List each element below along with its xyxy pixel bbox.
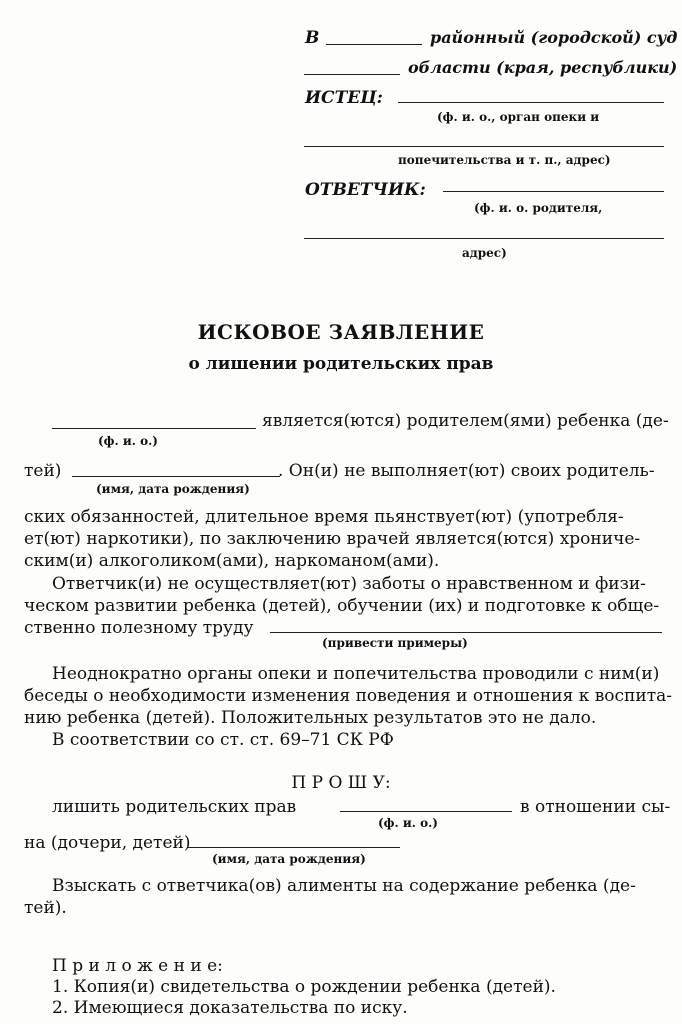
defendant-hint-1: (ф. и. о. родителя, <box>474 201 603 215</box>
region-line: области (края, республики) <box>408 58 678 77</box>
alimony-line1: Взыскать с ответчика(ов) алименты на содержание ребенка (де- <box>52 876 636 896</box>
p2-line1: Ответчик(и) не осуществляет(ют) заботы о нравственном и физи- <box>52 574 646 594</box>
defendant-blank-line <box>443 191 664 192</box>
plaintiff-label: ИСТЕЦ: <box>305 88 383 108</box>
p1-line2-start: тей) <box>24 461 62 481</box>
parent-name-blank <box>52 428 256 429</box>
p1-line2-end: . Он(и) не выполняет(ют) своих родитель- <box>278 461 655 481</box>
document-title: ИСКОВОЕ ЗАЯВЛЕНИЕ <box>197 320 485 344</box>
p3-line1: Неоднократно органы опеки и попечительства проводили с ним(и) <box>52 664 660 684</box>
attachment-item: 1. Копия(и) свидетельства о рождении ребенка (детей). <box>52 977 556 997</box>
p2-line3: ственно полезному труду <box>24 618 254 638</box>
examples-blank <box>270 632 662 633</box>
p2-hint: (привести примеры) <box>322 636 468 650</box>
p3-line2: беседы о необходимости изменения поведения и отношения к воспита- <box>24 686 672 706</box>
plaintiff-blank-line-2 <box>304 146 664 147</box>
plaintiff-blank-line <box>398 102 664 103</box>
request-heading: П Р О Ш У: <box>291 773 391 793</box>
p4-line1: В соответствии со ст. ст. 69–71 СК РФ <box>52 730 394 750</box>
request-hint-name-date: (имя, дата рождения) <box>212 852 366 866</box>
plaintiff-hint-1: (ф. и. о., орган опеки и <box>437 110 600 124</box>
defendant-label: ОТВЕТЧИК: <box>305 180 426 200</box>
request-line2-start: на (дочери, детей) <box>24 833 191 853</box>
plaintiff-hint-2: попечительства и т. п., адрес) <box>398 153 611 167</box>
court-line: районный (городской) суд <box>430 28 678 47</box>
defendant-blank-line-2 <box>304 238 664 239</box>
request-name-blank <box>188 847 400 848</box>
p3-line3: нию ребенка (детей). Положительных результатов это не дало. <box>24 708 597 728</box>
request-fio-blank <box>340 811 512 812</box>
to-prefix: В <box>305 28 320 48</box>
p1-line5: ским(и) алкоголиком(ами), наркоманом(ами). <box>24 551 440 571</box>
p2-line2: ческом развитии ребенка (детей), обучении (их) и подготовке к обще- <box>24 596 660 616</box>
p1-line3: ских обязанностей, длительное время пьянствует(ют) (употребля- <box>24 507 624 527</box>
request-hint-fio: (ф. и. о.) <box>378 816 438 830</box>
court-blank-line <box>326 44 422 45</box>
document-subtitle: о лишении родительских прав <box>188 354 494 374</box>
p1-hint-name-date: (имя, дата рождения) <box>96 482 250 496</box>
defendant-hint-2: адрес) <box>462 246 507 260</box>
request-line1-end: в отношении сы- <box>520 797 671 817</box>
p1-line1: является(ются) родителем(ями) ребенка (де- <box>262 411 669 431</box>
region-blank-line <box>304 74 400 75</box>
attachment-item: 2. Имеющиеся доказательства по иску. <box>52 998 408 1018</box>
p1-line4: ет(ют) наркотики), по заключению врачей является(ются) хрониче- <box>24 529 641 549</box>
attachments-heading: П р и л о ж е н и е: <box>52 956 223 976</box>
child-name-blank <box>72 476 280 477</box>
p1-hint-fio: (ф. и. о.) <box>98 434 158 448</box>
alimony-line2: тей). <box>24 898 67 918</box>
request-line1-start: лишить родительских прав <box>52 797 297 817</box>
